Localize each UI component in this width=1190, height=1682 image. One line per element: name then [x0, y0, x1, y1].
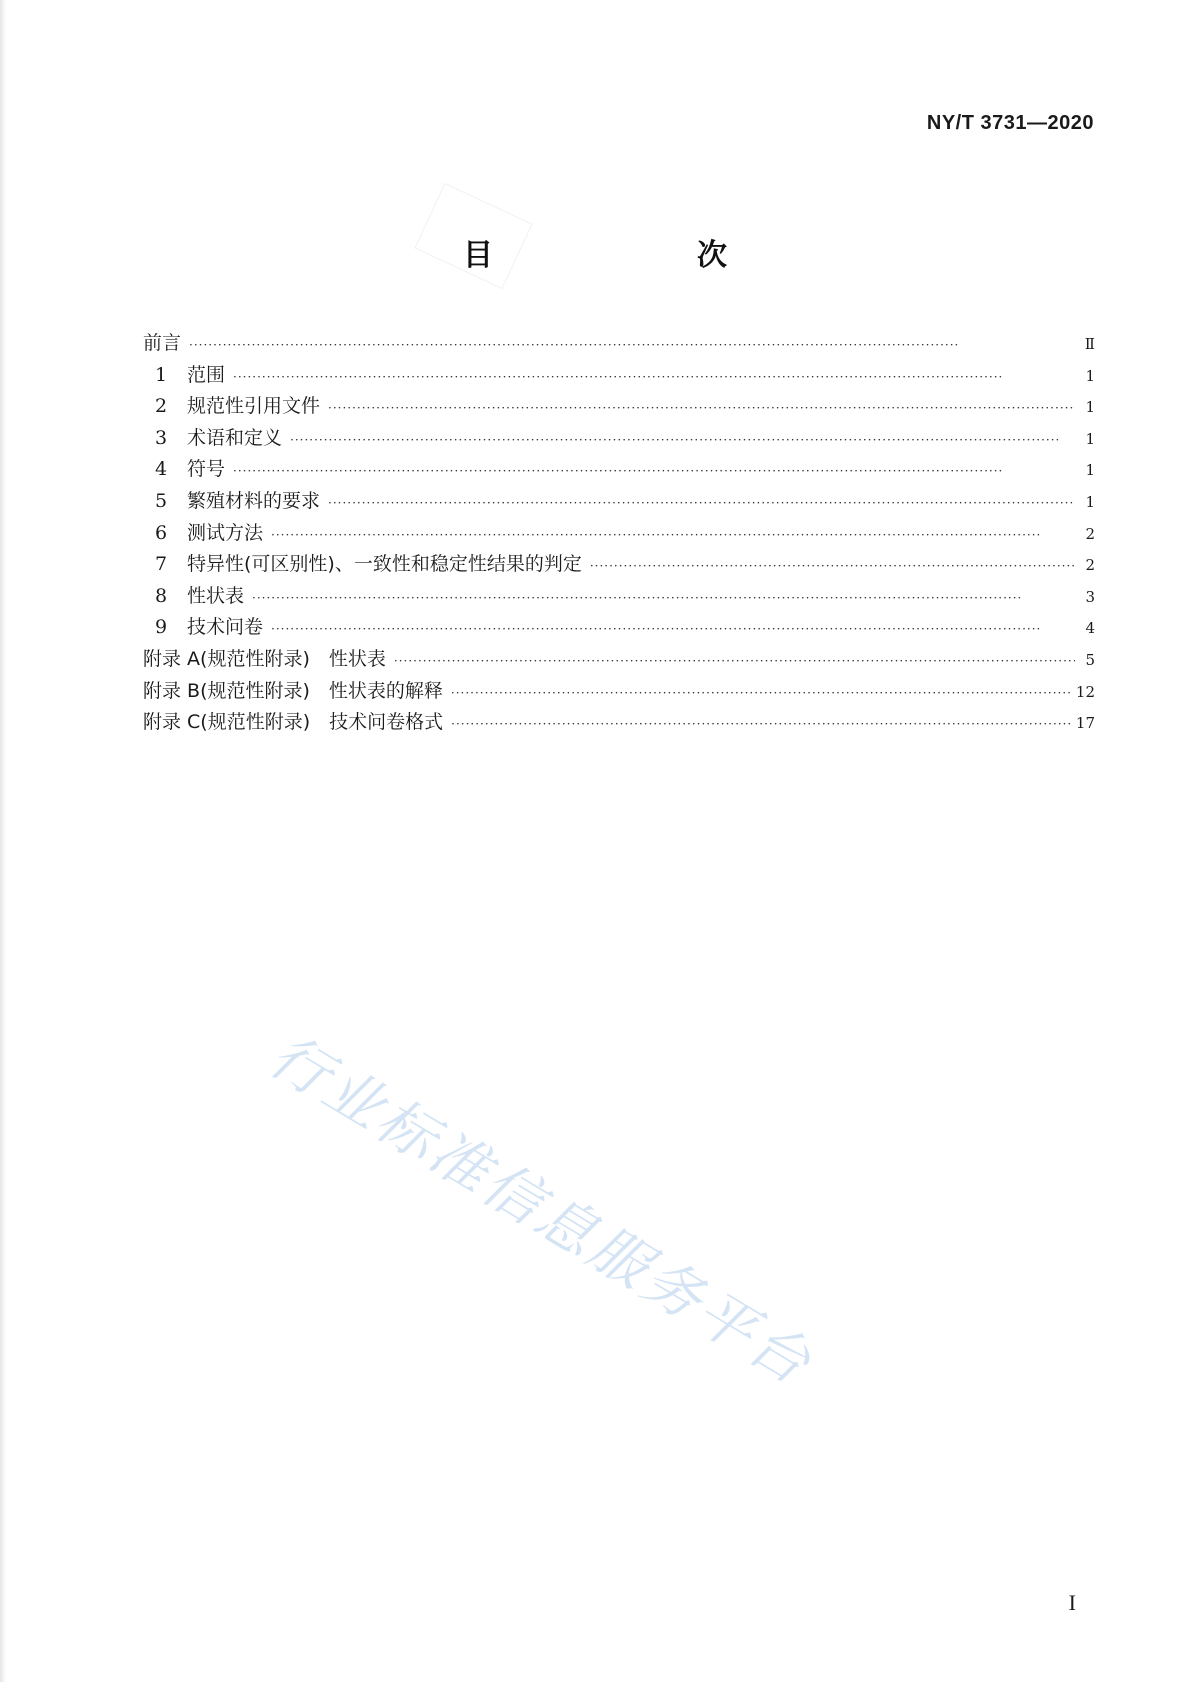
- toc-page: 1: [1085, 366, 1095, 385]
- toc-label: 特异性(可区别性)、一致性和稳定性结果的判定: [187, 553, 582, 576]
- toc-num: 9: [155, 616, 168, 639]
- toc-page: 1: [1085, 461, 1095, 480]
- toc-page: 1: [1085, 492, 1095, 511]
- toc-entry-6[interactable]: [155, 518, 1095, 550]
- page-title: 目 次: [463, 238, 775, 273]
- toc-leader-dots: [290, 425, 1075, 457]
- toc-label: 性状表: [187, 584, 245, 607]
- toc-label: 附录 C(规范性附录) 技术问卷格式: [143, 711, 444, 734]
- toc-page: 17: [1075, 714, 1095, 733]
- toc-num: 1: [155, 363, 168, 386]
- toc-entry-8[interactable]: [155, 581, 1095, 613]
- toc-entry-7[interactable]: [155, 549, 1095, 581]
- toc-num: 6: [155, 521, 168, 544]
- toc-label: 附录 A(规范性附录) 性状表: [143, 647, 386, 670]
- toc-entry-1[interactable]: [155, 360, 1095, 392]
- toc-entry-4[interactable]: [155, 454, 1095, 486]
- toc-entry-appendix-c[interactable]: [143, 707, 1095, 739]
- toc-page: 1: [1085, 429, 1095, 448]
- toc-leader-dots: [233, 456, 1075, 488]
- toc-num: 2: [155, 395, 168, 418]
- toc-leader-dots: [252, 583, 1075, 615]
- toc-page: 1: [1085, 398, 1095, 417]
- toc-label: 术语和定义: [187, 426, 283, 449]
- toc-label: 附录 B(规范性附录) 性状表的解释: [143, 679, 443, 702]
- toc-leader-dots: [271, 520, 1075, 552]
- toc-entry-3[interactable]: [155, 423, 1095, 455]
- toc-entry-foreword[interactable]: [143, 328, 1095, 360]
- toc-label: 符号: [187, 458, 226, 481]
- toc-label: 规范性引用文件: [187, 395, 321, 418]
- toc-num: 5: [155, 489, 168, 512]
- toc-page: 5: [1085, 650, 1095, 669]
- toc-leader-dots: [328, 488, 1075, 520]
- toc-entry-2[interactable]: [155, 391, 1095, 423]
- toc-page: Ⅱ: [1084, 335, 1095, 353]
- toc-leader-dots: [328, 393, 1075, 425]
- standard-code: NY/T 3731—2020: [926, 112, 1094, 134]
- toc-label: 技术问卷: [187, 616, 264, 639]
- toc-page: 4: [1085, 619, 1095, 638]
- toc-num: 7: [155, 553, 168, 576]
- toc-leader-dots: [394, 646, 1075, 678]
- table-of-contents: [143, 328, 1095, 739]
- toc-leader-dots: [590, 551, 1075, 583]
- toc-leader-dots: [451, 678, 1072, 710]
- toc-leader-dots: [189, 330, 1075, 362]
- toc-entry-appendix-b[interactable]: [143, 676, 1095, 708]
- toc-label: 测试方法: [187, 521, 264, 544]
- toc-label: 范围: [187, 363, 226, 386]
- toc-page: 3: [1085, 587, 1095, 606]
- toc-leader-dots: [271, 614, 1075, 646]
- toc-entry-9[interactable]: [155, 612, 1095, 644]
- toc-label: 繁殖材料的要求: [187, 489, 321, 512]
- toc-page: 12: [1075, 682, 1095, 701]
- toc-num: 4: [155, 458, 168, 481]
- toc-leader-dots: [233, 362, 1075, 394]
- toc-entry-appendix-a[interactable]: [143, 644, 1095, 676]
- toc-num: 3: [155, 426, 168, 449]
- toc-page: 2: [1085, 524, 1095, 543]
- page-number: I: [1068, 1590, 1076, 1615]
- toc-label: 前言: [143, 332, 182, 354]
- watermark-text: 行业标准信息服务平台: [258, 1021, 825, 1399]
- toc-num: 8: [155, 584, 168, 607]
- toc-leader-dots: [451, 709, 1072, 741]
- toc-entry-5[interactable]: [155, 486, 1095, 518]
- toc-page: 2: [1085, 556, 1095, 575]
